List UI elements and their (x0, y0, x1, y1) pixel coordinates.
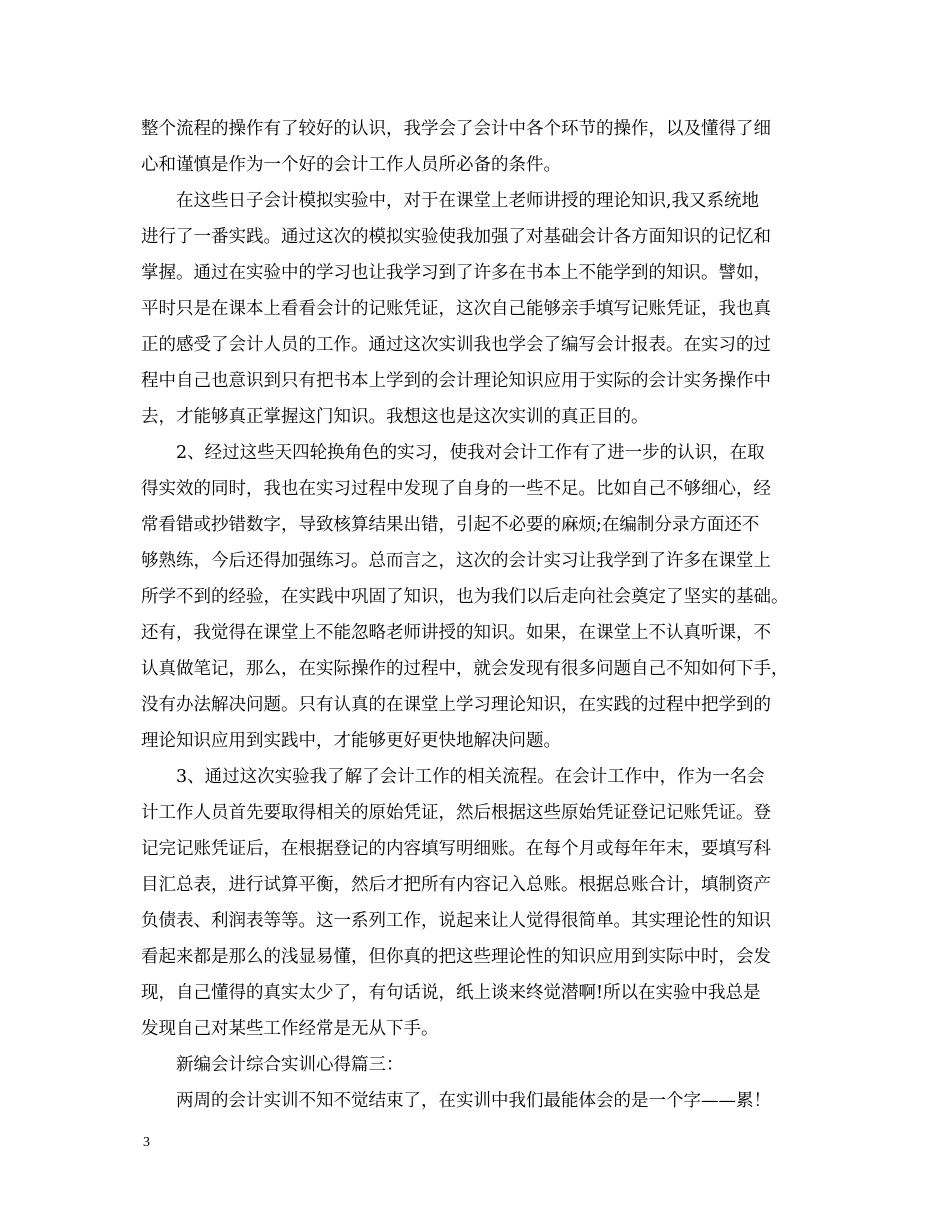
text-line: 计工作人员首先要取得相关的原始凭证，然后根据这些原始凭证登记记账凭证。登 (141, 803, 771, 823)
text-line: 在这些日子会计模拟实验中，对于在课堂上老师讲授的理论知识,我又系统地 (176, 191, 760, 211)
text-line: 掌握。通过在实验中的学习也让我学习到了许多在书本上不能学到的知识。譬如， (141, 263, 771, 283)
text-line: 进行了一番实践。通过这次的模拟实验使我加强了对基础会计各方面知识的记忆和 (141, 227, 771, 247)
page-number: 3 (143, 1135, 150, 1150)
text-line: 认真做笔记，那么，在实际操作的过程中，就会发现有很多问题自己不知如何下手， (141, 659, 789, 679)
text-line: 3、通过这次实验我了解了会计工作的相关流程。在会计工作中，作为一名会 (176, 767, 765, 787)
text-line: 去，才能够真正掌握这门知识。我想这也是这次实训的真正目的。 (141, 407, 649, 427)
text-line: 理论知识应用到实践中，才能够更好更快地解决问题。 (141, 731, 561, 751)
text-line: 2、经过这些天四轮换角色的实习，使我对会计工作有了进一步的认识，在取 (176, 443, 765, 463)
text-line: 程中自己也意识到只有把书本上学到的会计理论知识应用于实际的会计实务操作中 (141, 371, 771, 391)
text-line: 发现自己对某些工作经常是无从下手。 (141, 1019, 439, 1039)
text-line: 记完记账凭证后，在根据登记的内容填写明细账。在每个月或每年年末，要填写科 (141, 839, 771, 859)
text-line: 没有办法解决问题。只有认真的在课堂上学习理论知识，在实践的过程中把学到的 (141, 695, 771, 715)
text-line: 看起来都是那么的浅显易懂，但你真的把这些理论性的知识应用到实际中时，会发 (141, 947, 771, 967)
text-line: 还有，我觉得在课堂上不能忽略老师讲授的知识。如果，在课堂上不认真听课，不 (141, 623, 771, 643)
text-line: 心和谨慎是作为一个好的会计工作人员所必备的条件。 (141, 155, 561, 175)
text-line: 得实效的同时，我也在实习过程中发现了自身的一些不足。比如自己不够细心，经 (141, 479, 771, 499)
text-line: 正的感受了会计人员的工作。通过这次实训我也学会了编写会计报表。在实习的过 (141, 335, 771, 355)
text-line: 现，自己懂得的真实太少了，有句话说，纸上谈来终觉潜啊!所以在实验中我总是 (141, 983, 761, 1003)
text-line: 两周的会计实训不知不觉结束了，在实训中我们最能体会的是一个字——累！ (176, 1091, 771, 1111)
text-line: 目汇总表，进行试算平衡，然后才把所有内容记入总账。根据总账合计，填制资产 (141, 875, 771, 895)
text-line: 负债表、利润表等等。这一系列工作，说起来让人觉得很简单。其实理论性的知识 (141, 911, 771, 931)
text-line: 所学不到的经验，在实践中巩固了知识，也为我们以后走向社会奠定了坚实的基础。 (141, 587, 789, 607)
text-line: 够熟练，今后还得加强练习。总而言之，这次的会计实习让我学到了许多在课堂上 (141, 551, 771, 571)
text-line: 常看错或抄错数字，导致核算结果出错，引起不必要的麻烦;在编制分录方面还不 (141, 515, 760, 535)
section-heading: 新编会计综合实训心得篇三： (176, 1055, 404, 1075)
text-line: 平时只是在课本上看看会计的记账凭证，这次自己能够亲手填写记账凭证，我也真 (141, 299, 771, 319)
text-line: 整个流程的操作有了较好的认识，我学会了会计中各个环节的操作，以及懂得了细 (141, 119, 771, 139)
